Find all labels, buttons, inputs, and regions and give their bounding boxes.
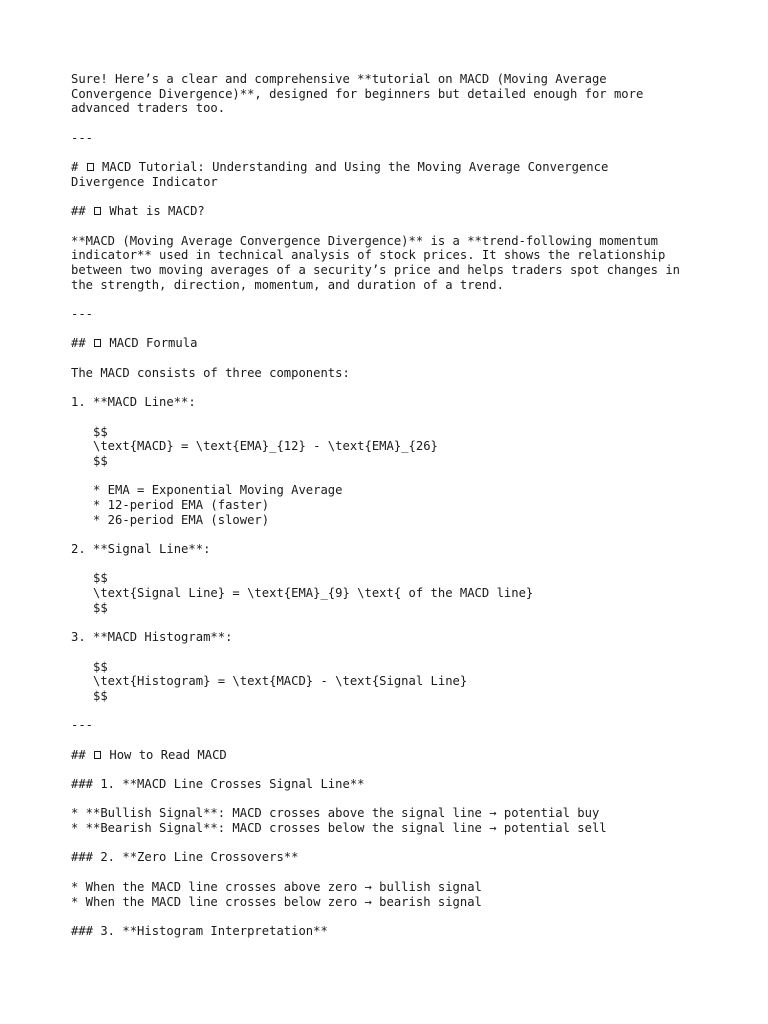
list-item-label: 3. **MACD Histogram**: (71, 630, 233, 645)
section-heading (71, 336, 731, 351)
math-delimiter: $$ (71, 571, 108, 586)
body-line: between two moving averages of a security’s price and helps traders spot changes in (71, 262, 681, 277)
intro-line: Sure! Here’s a clear and comprehensive **tutorial on MACD (Moving Average (71, 72, 607, 86)
body-line: the strength, direction, momentum, and duration of a trend. (71, 277, 504, 292)
emoji-placeholder-icon (87, 163, 94, 171)
bullet-item: * 12-period EMA (faster) (71, 497, 270, 512)
section-heading (71, 204, 731, 219)
intro-line: advanced traders too. (71, 101, 226, 116)
body-line: **MACD (Moving Average Convergence Divergence)** is a **trend-following momentum (71, 233, 658, 248)
separator: --- (71, 307, 94, 321)
math-formula: \text{Histogram} = \text{MACD} - \text{Signal Line} (71, 674, 468, 689)
emoji-placeholder-icon (94, 207, 101, 215)
bullet-item: * **Bearish Signal**: MACD crosses below the signal line → potential sell (71, 821, 607, 836)
heading-text: What is MACD? (102, 204, 205, 219)
math-delimiter: $$ (71, 688, 108, 703)
math-delimiter: $$ (71, 453, 108, 468)
math-formula: \text{MACD} = \text{EMA}_{12} - \text{EMA}_{26} (71, 439, 438, 454)
section-heading (71, 748, 731, 763)
bullet-item: * EMA = Exponential Moving Average (71, 483, 343, 498)
emoji-placeholder-icon (94, 339, 101, 347)
list-item-label: 1. **MACD Line**: (71, 395, 196, 410)
subsection-heading: ### 3. **Histogram Interpretation** (71, 923, 328, 938)
bullet-item: * When the MACD line crosses below zero → bearish signal (71, 894, 482, 909)
heading-prefix: ## (71, 336, 94, 351)
separator: --- (71, 130, 94, 145)
document (71, 72, 731, 939)
bullet-item: * **Bullish Signal**: MACD crosses above the signal line → potential buy (71, 806, 600, 821)
title-text: MACD Tutorial: Understanding and Using the Moving Average Convergence (94, 160, 609, 175)
heading-text: How to Read MACD (102, 747, 227, 762)
bullet-item: * When the MACD line crosses above zero → bullish signal (71, 879, 482, 894)
list-item-label: 2. **Signal Line**: (71, 542, 211, 556)
bullet-item: * 26-period EMA (slower) (71, 512, 270, 527)
math-delimiter: $$ (71, 600, 108, 615)
math-formula: \text{Signal Line} = \text{EMA}_{9} \text{ of the MACD line} (71, 586, 534, 601)
intro-line: Convergence Divergence)**, designed for beginners but detailed enough for more (71, 86, 644, 101)
math-delimiter: $$ (71, 659, 108, 674)
heading-text: MACD Formula (102, 336, 198, 351)
subsection-heading: ### 2. **Zero Line Crossovers** (71, 850, 299, 865)
body-line: indicator** used in technical analysis of stock prices. It shows the relationship (71, 248, 666, 263)
heading-prefix: ## (71, 204, 94, 219)
body-line: The MACD consists of three components: (71, 365, 350, 380)
title-line: Divergence Indicator (71, 174, 218, 189)
heading-prefix: ## (71, 747, 94, 762)
subsection-heading: ### 1. **MACD Line Crosses Signal Line** (71, 777, 365, 791)
emoji-placeholder-icon (94, 751, 101, 759)
title-line (71, 160, 731, 175)
heading-prefix: # (71, 160, 86, 175)
math-delimiter: $$ (71, 424, 108, 439)
separator: --- (71, 718, 94, 733)
